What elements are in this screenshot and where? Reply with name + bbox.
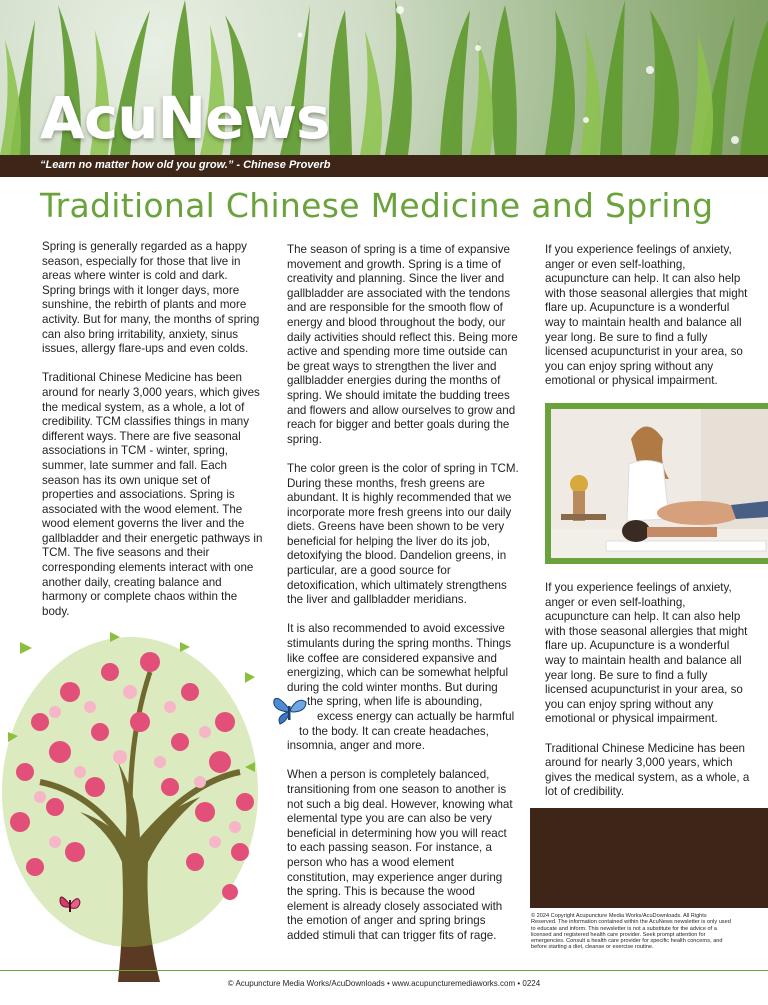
- footer-divider: [0, 970, 768, 971]
- paragraph: The color green is the color of spring in TCM. During these months, fresh greens are abundant. It is highly recommended that we incorporate more fresh greens into our daily diets. Greens have been shown to be very beneficial for helping the liver do its job, detoxifying the blood. Dandelion greens, in particular, are a good source for detoxification, which ultimately strengthens the liver and gallbladder meridians.: [287, 461, 519, 607]
- paragraph: When a person is completely balanced, transitioning from one season to another is not such a big deal. However, knowing what elemental type you are can also be very beneficial in determining how you will react to each passing season. For instance, a person who has a wood element constitution, may experience anger during the spring. This is because the wood element is already closely associated with the emotion of anger and spring brings added stimuli that can trigger fits of rage.: [287, 768, 513, 942]
- proverb-text: “Learn no matter how old you grow.” - Chinese Proverb: [40, 159, 331, 171]
- paragraph-line: insomnia, anger and more.: [287, 739, 425, 753]
- paragraph: If you experience feelings of anxiety, anger or even self-loathing, acupuncture can help. It can also help with those seasonal allergies that might flare up. Acupuncture is a wonderful way to maintain health and balance all year long. Be sure to find a fully licensed acupuncturist in your area, so you can enjoy spring without any emotional or physical impairment.: [545, 243, 748, 388]
- paragraph-line: to the body. It can create headaches,: [299, 724, 489, 738]
- article-title: Traditional Chinese Medicine and Spring: [40, 186, 714, 225]
- paragraph: Traditional Chinese Medicine has been around for nearly 3,000 years, which gives the medical system, as a whole, a lot of credibility.: [545, 741, 750, 799]
- butterfly-icon: [58, 892, 82, 918]
- paragraph-line: the spring, when life is abounding,: [307, 695, 483, 709]
- column-1: [42, 240, 264, 634]
- acupuncture-treatment-photo: [551, 409, 768, 558]
- paragraph-line: excess energy can actually be harmful: [317, 710, 515, 723]
- copyright-notice: © 2024 Copyright Acupuncture Media Works/AcuDownloads. All Rights Reserved. The information contained within the AcuNews newsletter is only used to educate and inform. This newsletter is not a substitute for the advice of a licensed and registered health care provider. Seek prompt attention for emergencies. Consult a health care provider for specific health concerns, and before starting a diet, cleanse or exercise routine.: [531, 913, 731, 951]
- cherry-blossom-tree-image: [0, 612, 270, 982]
- column-3-top: [545, 243, 750, 404]
- butterfly-icon: [272, 694, 308, 726]
- column-2: [287, 243, 519, 958]
- paragraph: If you experience feelings of anxiety, anger or even self-loathing, acupuncture can help. It can also help with those seasonal allergies that might flare up. Acupuncture is a wonderful way to maintain health and balance all year long. Be sure to find a fully licensed acupuncturist in your area, so you can enjoy spring without any emotional or physical impairment.: [545, 581, 748, 726]
- paragraph: Traditional Chinese Medicine has been around for nearly 3,000 years, which gives the medical system, as a whole, a lot of credibility. TCM classifies things in many different ways. There are five seasonal associations in TCM - winter, spring, summer, late summer and fall. Each season has its own unique set of properties and associations. Spring is associated with the wood element. The wood element governs the liver and the gallbladder and their energetic pathways in TCM. The five seasons and their corresponding elements interact with one another daily, creating balance and harmony or complete chaos within the body.: [42, 371, 263, 618]
- footer-text: © Acupuncture Media Works/AcuDownloads • www.acupuncturemediaworks.com • 0224: [227, 979, 541, 988]
- brand-logo: AcuNews: [40, 84, 330, 152]
- paragraph: It is also recommended to avoid excessive stimulants during the spring months. Things like coffee are considered expansive and energizing, which can be somewhat helpful during the cold winter months. But during: [287, 622, 512, 694]
- placeholder-box: [530, 808, 768, 908]
- header-banner: [0, 0, 768, 155]
- paragraph: Spring is generally regarded as a happy season, especially for those that live in areas where winter is cold and dark. Spring brings with it longer days, more sunshine, the rebirth of plants and more activity. But for many, the months of spring can also bring irritability, anxiety, sinus issues, allergy flare-ups and even colds.: [42, 240, 260, 356]
- column-3-bottom: [545, 581, 750, 815]
- paragraph: The season of spring is a time of expansive movement and growth. Spring is a time of creativity and planning. Since the liver and gallbladder are associated with the tendons and are responsible for the smooth flow of energy and blood throughout the body, our daily activities should reflect this. Being more active and spending more time outside can be great ways to strengthen the liver and gallbladder energies during the months of spring. We should imitate the budding trees and flowers and allow ourselves to grow and reach for bigger and better goals during the spring.: [287, 243, 518, 446]
- photo-frame: [545, 403, 768, 564]
